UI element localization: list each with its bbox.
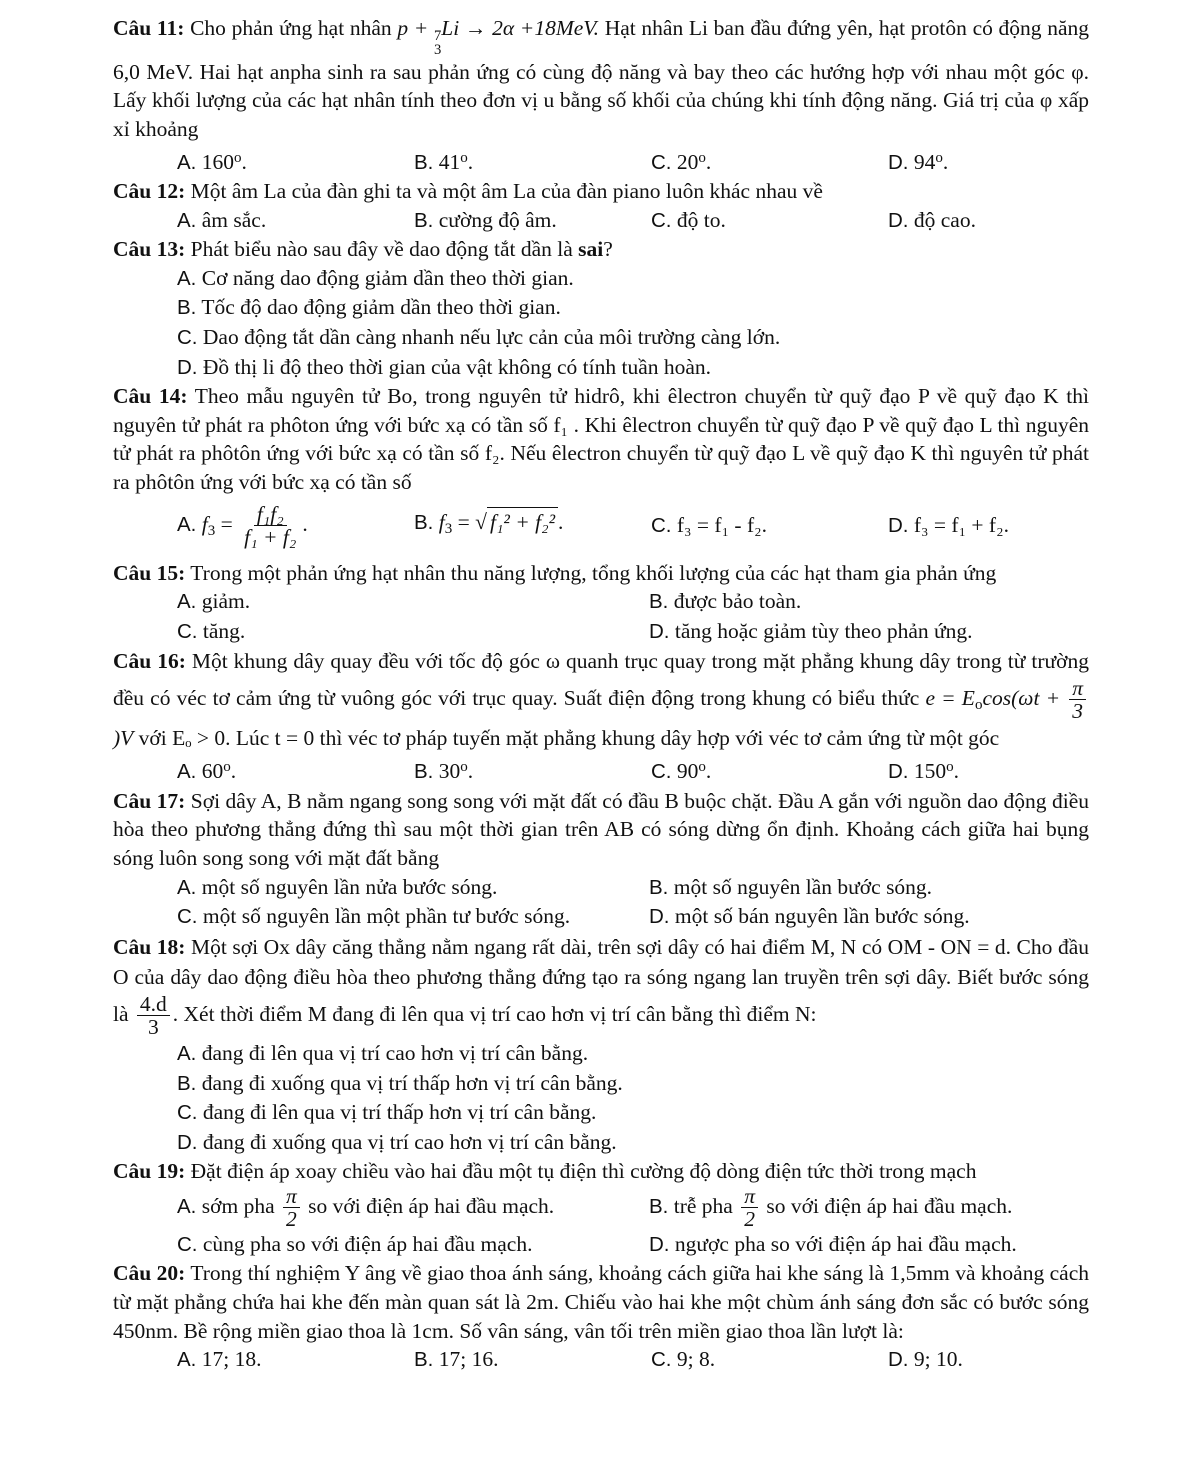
fraction-denominator: 2 bbox=[286, 1207, 297, 1232]
option-letter: C. bbox=[177, 1101, 198, 1125]
option-letter: C. bbox=[177, 619, 198, 643]
option-text: 9; 8. bbox=[676, 1347, 716, 1372]
options-12 bbox=[113, 206, 1089, 236]
option-text: đang đi xuống qua vị trí thấp hơn vị trí cân bằng. bbox=[201, 1070, 623, 1095]
option-text: Dao động tắt dần càng nhanh nếu lực cản của môi trường càng lớn. bbox=[202, 325, 781, 349]
options-13-b bbox=[113, 293, 1089, 323]
option-b[interactable] bbox=[414, 753, 651, 786]
fraction bbox=[1069, 677, 1086, 723]
option-b[interactable] bbox=[414, 1345, 651, 1375]
reaction-formula bbox=[397, 16, 600, 58]
option-letter: A. bbox=[177, 150, 197, 174]
reaction-arrow: → bbox=[464, 16, 487, 40]
fraction-denominator: 3 bbox=[1072, 699, 1083, 724]
option-d[interactable] bbox=[649, 902, 1121, 932]
option-text: f₃ = f₁ - f₂. bbox=[676, 512, 768, 537]
option-text: một số nguyên lần một phần tư bước sóng. bbox=[202, 904, 571, 929]
option-d[interactable] bbox=[177, 353, 1077, 383]
question-text: Cho phản ứng hạt nhân bbox=[190, 16, 392, 40]
options-20 bbox=[113, 1345, 1089, 1375]
option-c[interactable] bbox=[651, 511, 888, 541]
formula-lhs: e = E bbox=[925, 685, 975, 710]
option-text: đang đi xuống qua vị trí cao hơn vị trí cân bằng. bbox=[202, 1129, 617, 1154]
option-text: Cơ năng dao động giảm dần theo thời gian. bbox=[201, 265, 574, 290]
option-b[interactable] bbox=[414, 206, 651, 236]
option-text: 17; 16. bbox=[438, 1347, 499, 1372]
question-label: Câu 15: bbox=[113, 560, 186, 585]
option-letter: C. bbox=[651, 150, 672, 174]
option-end: . bbox=[467, 759, 474, 784]
exam-page bbox=[113, 14, 1089, 1375]
option-text: được bảo toàn. bbox=[673, 589, 802, 614]
radicand: f₁² + f₂² bbox=[487, 507, 558, 537]
option-letter: B. bbox=[414, 1348, 434, 1372]
question-label: Câu 17: bbox=[113, 788, 186, 813]
reaction-lhs: p + bbox=[397, 16, 434, 40]
option-letter: C. bbox=[651, 1348, 672, 1372]
option-letter: B. bbox=[649, 1194, 669, 1218]
question-19 bbox=[113, 1157, 1089, 1186]
degree-sign: o bbox=[460, 149, 468, 166]
question-end: ? bbox=[603, 237, 613, 262]
option-c[interactable] bbox=[177, 617, 649, 647]
options-18-c bbox=[113, 1098, 1089, 1128]
option-letter: D. bbox=[888, 150, 909, 174]
option-d[interactable] bbox=[177, 1128, 1077, 1158]
option-c[interactable] bbox=[651, 1345, 888, 1375]
options-13-d bbox=[113, 353, 1089, 383]
option-c[interactable] bbox=[651, 144, 888, 177]
option-text: đang đi lên qua vị trí thấp hơn vị trí cân bằng. bbox=[202, 1100, 597, 1125]
option-b[interactable] bbox=[649, 1185, 1121, 1231]
fraction-denominator: 3 bbox=[147, 1015, 159, 1040]
option-d[interactable] bbox=[888, 144, 1125, 177]
question-label: Câu 20: bbox=[113, 1261, 186, 1286]
question-text: Một sợi Ox dây căng thẳng nằm ngang rất dài, trên sợi dây có hai điểm M, N có OM - ON = d. Cho đầu O của dây dao động điều hòa theo phương thẳng đứng tạo ra sóng ngang lan truyền trên sợi dây. Biết bước sóng là bbox=[113, 934, 1089, 1026]
option-text: 160 bbox=[201, 149, 234, 174]
question-label: Câu 12: bbox=[113, 179, 186, 204]
option-text: một số bán nguyên lần bước sóng. bbox=[674, 904, 970, 929]
option-text: đang đi lên qua vị trí cao hơn vị trí cân bằng. bbox=[201, 1040, 589, 1065]
option-letter: B. bbox=[649, 590, 669, 614]
option-b[interactable] bbox=[414, 507, 651, 543]
wavelength-fraction bbox=[137, 993, 170, 1039]
option-letter: B. bbox=[177, 1071, 197, 1095]
li-mass-number: 7 bbox=[433, 28, 442, 45]
option-text: 30 bbox=[438, 759, 461, 784]
option-letter: B. bbox=[414, 511, 434, 535]
question-label: Câu 18: bbox=[113, 934, 186, 959]
formula-lhs-sub: 3 bbox=[207, 522, 216, 539]
question-text: Một khung dây quay đều với tốc độ góc ω quanh trục quay trong mặt phẳng khung dây trong từ trường đều có véc tơ cảm ứng từ vuông góc với trục quay. Suất điện động trong khung có biểu thức bbox=[113, 649, 1089, 710]
square-root: √ f₁² + f₂² bbox=[475, 507, 558, 537]
question-label: Câu 16: bbox=[113, 649, 186, 674]
options-14 bbox=[113, 497, 1089, 555]
option-c[interactable] bbox=[651, 753, 888, 786]
question-text: Phát biểu nào sau đây về dao động tắt dần là bbox=[190, 237, 573, 262]
options-19-row1 bbox=[113, 1183, 1089, 1232]
formula-lhs: f bbox=[201, 511, 208, 536]
formula-end: )V bbox=[113, 725, 134, 750]
option-d[interactable] bbox=[649, 617, 1121, 647]
li-symbol: Li bbox=[441, 16, 460, 40]
fraction-numerator: f₁f₂ bbox=[254, 503, 287, 527]
question-label: Câu 13: bbox=[113, 237, 186, 262]
option-letter: B. bbox=[649, 875, 669, 899]
option-text-post: so với điện áp hai đầu mạch. bbox=[761, 1193, 1013, 1218]
option-letter: C. bbox=[651, 513, 672, 537]
option-text: một số nguyên lần bước sóng. bbox=[673, 874, 933, 899]
option-text: 20 bbox=[676, 149, 699, 174]
option-letter: A. bbox=[177, 590, 197, 614]
option-letter: D. bbox=[888, 513, 909, 537]
option-d[interactable] bbox=[888, 1345, 1125, 1375]
option-letter: D. bbox=[177, 355, 198, 379]
option-text: độ to. bbox=[676, 207, 726, 232]
option-letter: C. bbox=[177, 1232, 198, 1256]
option-letter: C. bbox=[651, 208, 672, 232]
option-letter: D. bbox=[649, 1232, 670, 1256]
option-a[interactable] bbox=[177, 206, 414, 236]
question-14 bbox=[113, 382, 1089, 496]
fraction-numerator: π bbox=[283, 1185, 300, 1209]
options-18-d bbox=[113, 1128, 1089, 1158]
reaction-rhs: 2α +18MeV. bbox=[492, 16, 600, 40]
option-text: tăng hoặc giảm tùy theo phản ứng. bbox=[674, 618, 973, 643]
question-text-cont: Hạt nhân Li ban đầu đứng yên, hạt protôn có động năng 6,0 MeV. Hai hạt anpha sinh ra sau phản ứng có cùng độ năng và bay theo các hướng hợp với nhau một góc φ. Lấy khối lượng của các hạt nhân tính theo đơn vị u bằng số khối của chúng khi tính động năng. Giá trị của φ xấp xỉ khoảng bbox=[113, 16, 1090, 142]
option-text: độ cao. bbox=[913, 207, 976, 232]
option-a[interactable] bbox=[177, 587, 649, 617]
options-15-row1 bbox=[113, 587, 1089, 617]
option-text-pre: sớm pha bbox=[201, 1193, 281, 1218]
options-15-row2 bbox=[113, 617, 1089, 647]
option-b[interactable] bbox=[414, 144, 651, 177]
option-end: . bbox=[942, 149, 949, 174]
option-text: tăng. bbox=[202, 618, 246, 643]
options-13-c bbox=[113, 323, 1089, 353]
option-letter: D. bbox=[649, 619, 670, 643]
option-letter: C. bbox=[177, 326, 198, 349]
option-text: 90 bbox=[676, 759, 699, 784]
degree-sign: o bbox=[223, 759, 231, 776]
fraction bbox=[241, 503, 299, 549]
question-11 bbox=[113, 14, 1089, 144]
question-label: Câu 11: bbox=[113, 16, 185, 40]
degree-sign: o bbox=[935, 149, 943, 166]
option-letter: D. bbox=[888, 1348, 909, 1372]
options-17-row1 bbox=[113, 873, 1089, 903]
question-17 bbox=[113, 787, 1089, 873]
option-end: . bbox=[705, 149, 712, 174]
option-letter: B. bbox=[177, 296, 197, 320]
option-letter: D. bbox=[888, 208, 909, 232]
option-text: 94 bbox=[913, 149, 936, 174]
options-17-row2 bbox=[113, 902, 1089, 932]
option-b[interactable] bbox=[177, 293, 1077, 323]
question-12 bbox=[113, 177, 1089, 206]
fraction-numerator: π bbox=[741, 1185, 758, 1209]
formula-lhs-sub: 3 bbox=[444, 521, 453, 538]
question-20 bbox=[113, 1259, 1089, 1345]
option-text: 60 bbox=[201, 759, 224, 784]
question-text: Trong một phản ứng hạt nhân thu năng lượng, tổng khối lượng của các hạt tham gia phản ứng bbox=[190, 560, 997, 585]
degree-sign: o bbox=[460, 759, 468, 776]
option-a[interactable] bbox=[177, 503, 414, 549]
option-c[interactable] bbox=[177, 323, 1077, 353]
options-18-b bbox=[113, 1069, 1089, 1099]
option-a[interactable] bbox=[177, 144, 414, 177]
option-letter: D. bbox=[177, 1130, 198, 1154]
option-letter: B. bbox=[414, 208, 434, 232]
fraction bbox=[741, 1185, 758, 1231]
option-c[interactable] bbox=[651, 206, 888, 236]
option-text: 17; 18. bbox=[201, 1347, 262, 1372]
option-text: một số nguyên lần nửa bước sóng. bbox=[201, 874, 498, 899]
option-letter: B. bbox=[414, 150, 434, 174]
formula-eq: = bbox=[452, 510, 476, 535]
option-letter: A. bbox=[177, 875, 197, 899]
option-letter: B. bbox=[414, 760, 434, 784]
option-c[interactable] bbox=[177, 1230, 649, 1260]
question-15 bbox=[113, 559, 1089, 588]
option-a[interactable] bbox=[177, 1345, 414, 1375]
options-16 bbox=[113, 753, 1089, 786]
option-text: 41 bbox=[438, 149, 461, 174]
question-label: Câu 14: bbox=[113, 384, 188, 409]
option-a[interactable] bbox=[177, 873, 649, 903]
question-text: Sợi dây A, B nằm ngang song song với mặt đất có đầu B buộc chặt. Đầu A gắn với nguồn dao động điều hòa theo phương thẳng đứng thì sau một thời gian trên AB có sóng dừng ổn định. Khoảng cách giữa hai bụng sóng luôn song song với mặt đất bằng bbox=[113, 788, 1089, 871]
option-a[interactable] bbox=[177, 753, 414, 786]
option-text: 9; 10. bbox=[913, 1347, 963, 1372]
option-d[interactable] bbox=[888, 753, 1125, 786]
formula-lhs: f bbox=[438, 510, 445, 535]
options-13-a bbox=[113, 264, 1089, 294]
formula-mid: cos(ωt + bbox=[982, 685, 1067, 710]
option-end: . bbox=[953, 759, 960, 784]
options-19-row2 bbox=[113, 1230, 1089, 1260]
degree-sign: o bbox=[698, 149, 706, 166]
option-letter: A. bbox=[177, 760, 197, 784]
option-letter: A. bbox=[177, 512, 197, 536]
option-end: . bbox=[230, 759, 237, 784]
question-16 bbox=[113, 646, 1089, 753]
option-d[interactable] bbox=[649, 1230, 1121, 1260]
degree-sign: o bbox=[234, 149, 242, 166]
option-end: . bbox=[302, 511, 308, 536]
option-text: cường độ âm. bbox=[438, 207, 557, 232]
option-end: . bbox=[467, 149, 474, 174]
option-letter: A. bbox=[177, 1348, 197, 1372]
option-text: cùng pha so với điện áp hai đầu mạch. bbox=[202, 1231, 533, 1256]
option-letter: A. bbox=[177, 208, 197, 232]
question-13 bbox=[113, 235, 1089, 264]
degree-sign: o bbox=[698, 759, 706, 776]
fraction-denominator: 2 bbox=[744, 1207, 755, 1232]
option-letter: D. bbox=[649, 905, 670, 929]
fraction bbox=[283, 1185, 300, 1231]
question-text: Trong thí nghiệm Y âng về giao thoa ánh sáng, khoảng cách giữa hai khe sáng là 1,5mm và khoảng cách từ mặt phẳng chứa hai khe đến màn quan sát là 2m. Chiếu vào hai khe một chùm ánh sáng đơn sắc có bước sóng 450nm. Bề rộng miền giao thoa là 1cm. Số vân sáng, vân tối trên miền giao thoa lần lượt là: bbox=[113, 1261, 1089, 1343]
li-atomic-number: 3 bbox=[433, 42, 442, 58]
question-18 bbox=[113, 932, 1089, 1039]
formula-eq: = bbox=[215, 511, 239, 536]
option-a[interactable] bbox=[177, 264, 1077, 294]
option-letter: C. bbox=[651, 760, 672, 784]
options-18-a bbox=[113, 1039, 1089, 1069]
fraction-numerator: π bbox=[1069, 677, 1086, 701]
option-text: 150 bbox=[913, 759, 947, 784]
question-text: Một âm La của đàn ghi ta và một âm La của đàn piano luôn khác nhau về bbox=[190, 179, 823, 204]
option-a[interactable] bbox=[177, 1185, 649, 1231]
fraction-numerator: 4.d bbox=[137, 993, 170, 1017]
option-b[interactable] bbox=[649, 587, 1121, 617]
option-a[interactable] bbox=[177, 1039, 1077, 1069]
option-text: Đồ thị li độ theo thời gian của vật không có tính tuần hoàn. bbox=[202, 354, 712, 379]
option-letter: A. bbox=[177, 1041, 197, 1065]
fraction-denominator: f₁ + f₂ bbox=[244, 525, 297, 550]
option-end: . bbox=[241, 149, 247, 174]
option-letter: C. bbox=[177, 905, 198, 929]
emphasis-word: sai bbox=[578, 237, 604, 262]
question-text: Theo mẫu nguyên tử Bo, trong nguyên tử hidrô, khi êlectron chuyển từ quỹ đạo P về quỹ đạo K thì nguyên tử phát ra phôton ứng với bức xạ có tần số f₁ . Khi êlectron chuyển từ quỹ đạo P về quỹ đạo L thì nguyên tử phát ra phôtôn ứng với bức xạ có tần số f₂. Nếu êlectron chuyển từ quỹ đạo L về quỹ đạo K thì nguyên tử phát ra phôtôn ứng với bức xạ có tần số bbox=[113, 384, 1089, 494]
option-c[interactable] bbox=[177, 1098, 1077, 1128]
option-end: . bbox=[558, 510, 564, 535]
option-d[interactable] bbox=[888, 206, 1125, 236]
question-label: Câu 19: bbox=[113, 1159, 186, 1184]
options-11 bbox=[113, 144, 1089, 177]
question-text-cont: . Xét thời điểm M đang đi lên qua vị trí cao hơn vị trí cân bằng thì điểm N: bbox=[172, 1001, 817, 1026]
question-text-cont: với Eₒ > 0. Lúc t = 0 thì véc tơ pháp tuyến mặt phẳng khung dây hợp với véc tơ cảm ứng từ một góc bbox=[138, 725, 1000, 750]
option-b[interactable] bbox=[177, 1069, 1077, 1099]
option-end: . bbox=[705, 759, 712, 784]
option-text: giảm. bbox=[201, 589, 251, 614]
option-letter: D. bbox=[888, 760, 909, 784]
degree-sign: o bbox=[946, 759, 954, 776]
question-text: Đặt điện áp xoay chiều vào hai đầu một tụ điện thì cường độ dòng điện tức thời trong mạch bbox=[190, 1159, 977, 1184]
option-text: âm sắc. bbox=[201, 207, 267, 232]
formula-sub: o bbox=[974, 696, 983, 713]
option-b[interactable] bbox=[649, 873, 1121, 903]
option-letter: A. bbox=[177, 266, 197, 290]
option-letter: A. bbox=[177, 1194, 197, 1218]
option-text-pre: trễ pha bbox=[673, 1193, 739, 1218]
option-text: Tốc độ dao động giảm dần theo thời gian. bbox=[201, 295, 561, 320]
option-text: f₃ = f₁ + f₂. bbox=[913, 512, 1009, 537]
option-text-post: so với điện áp hai đầu mạch. bbox=[302, 1193, 555, 1218]
option-c[interactable] bbox=[177, 902, 649, 932]
option-text: ngược pha so với điện áp hai đầu mạch. bbox=[674, 1231, 1017, 1256]
option-d[interactable] bbox=[888, 511, 1125, 541]
